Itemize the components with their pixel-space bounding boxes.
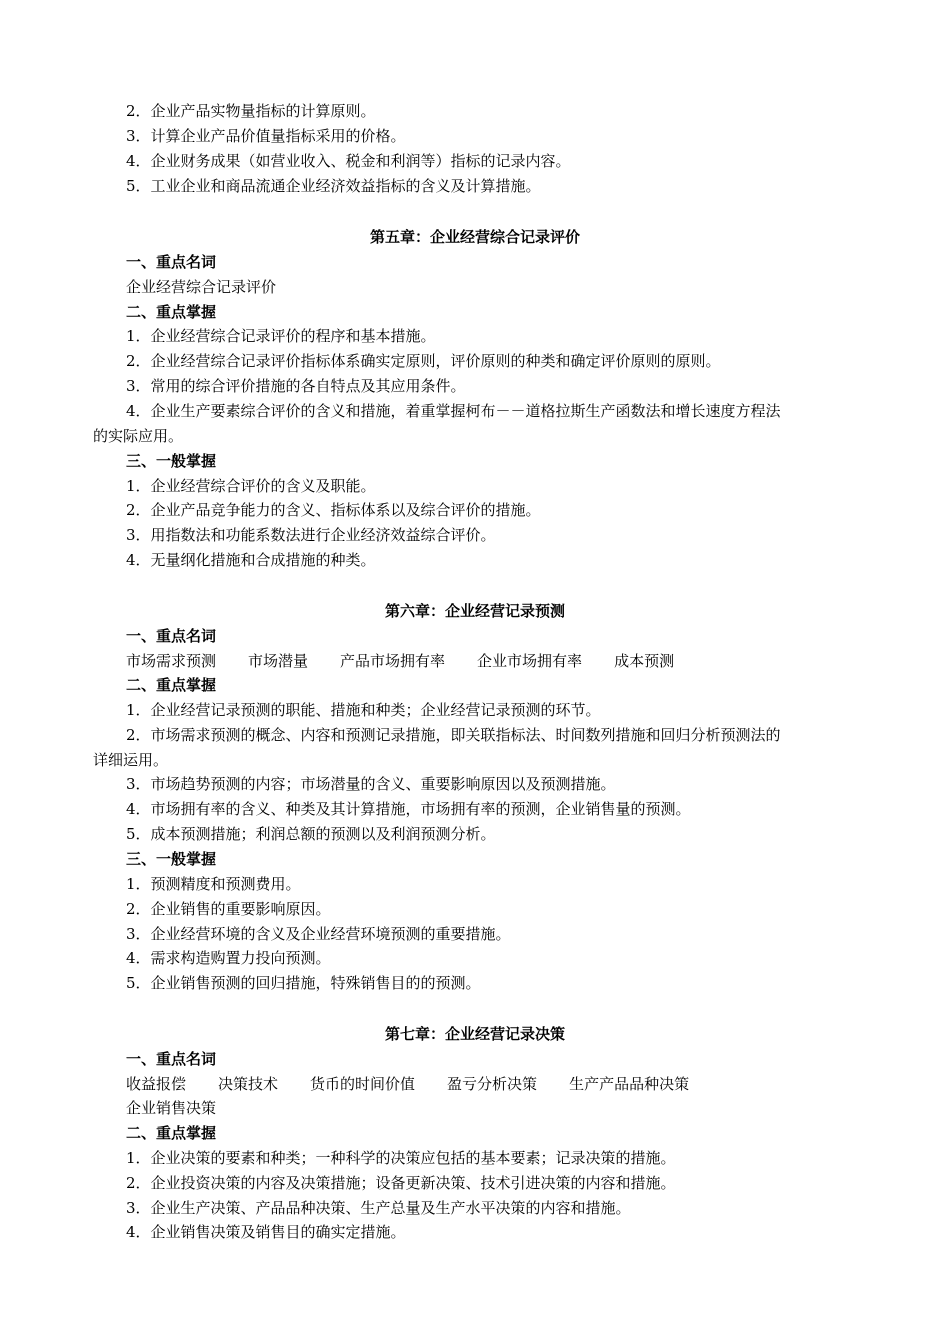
- list-item: 4．企业生产要素综合评价的含义和措施，着重掌握柯布－－道格拉斯生产函数法和增长速度方程法: [126, 402, 781, 420]
- list-item: 1．企业决策的要素和种类；一种科学的决策应包括的基本要素；记录决策的措施。: [126, 1149, 676, 1167]
- term: 收益报偿: [126, 1075, 187, 1093]
- key-terms: [126, 651, 906, 671]
- list-item: 2．企业销售的重要影响原因。: [126, 900, 331, 918]
- term: 决策技术: [218, 1075, 279, 1093]
- list-item: 3．企业生产决策、产品品种决策、生产总量及生产水平决策的内容和措施。: [126, 1199, 631, 1217]
- list-item: 4．市场拥有率的含义、种类及其计算措施，市场拥有率的预测，企业销售量的预测。: [126, 800, 691, 818]
- section-heading: 一、重点名词: [126, 253, 217, 271]
- key-terms: 企业经营综合记录评价: [126, 278, 277, 296]
- list-item: 4．无量纲化措施和合成措施的种类。: [126, 551, 376, 569]
- section-heading: 三、一般掌握: [126, 452, 217, 470]
- list-item: 2．企业经营综合记录评价指标体系确实定原则，评价原则的种类和确定评价原则的原则。: [126, 352, 721, 370]
- term: 生产产品品种决策: [569, 1075, 690, 1093]
- section-heading: 二、重点掌握: [126, 676, 217, 694]
- list-item: 1．企业经营综合记录评价的程序和基本措施。: [126, 327, 436, 345]
- list-item: 2．企业投资决策的内容及决策措施；设备更新决策、技术引进决策的内容和措施。: [126, 1174, 676, 1192]
- list-item: 3．企业经营环境的含义及企业经营环境预测的重要措施。: [126, 925, 511, 943]
- section-heading: 三、一般掌握: [126, 850, 217, 868]
- list-item: 3．用指数法和功能系数法进行企业经济效益综合评价。: [126, 526, 496, 544]
- list-item: 3．市场趋势预测的内容；市场潜量的含义、重要影响原因以及预测措施。: [126, 775, 616, 793]
- list-item: 4．企业销售决策及销售目的确实定措施。: [126, 1223, 406, 1241]
- list-item: 5．企业销售预测的回归措施，特殊销售目的的预测。: [126, 974, 481, 992]
- list-item: 2．市场需求预测的概念、内容和预测记录措施，即关联指标法、时间数列措施和回归分析预测法的: [126, 726, 781, 744]
- list-item: 1．企业经营记录预测的职能、措施和种类；企业经营记录预测的环节。: [126, 701, 601, 719]
- section-heading: 二、重点掌握: [126, 303, 217, 321]
- section-heading: 一、重点名词: [126, 627, 217, 645]
- term: 市场潜量: [248, 652, 309, 670]
- term: 盈亏分析决策: [447, 1075, 538, 1093]
- term: 市场需求预测: [126, 652, 217, 670]
- section-heading: 二、重点掌握: [126, 1124, 217, 1142]
- list-item: 1．企业经营综合评价的含义及职能。: [126, 477, 376, 495]
- list-item: 2．企业产品实物量指标的计算原则。: [126, 102, 376, 120]
- list-item: 1．预测精度和预测费用。: [126, 875, 301, 893]
- section-heading: 一、重点名词: [126, 1050, 217, 1068]
- list-item: 3．计算企业产品价值量指标采用的价格。: [126, 127, 406, 145]
- chapter-6-title: 第六章：企业经营记录预测: [384, 602, 565, 620]
- key-terms: [126, 1074, 906, 1094]
- list-item: 4．企业财务成果（如营业收入、税金和利润等）指标的记录内容。: [126, 152, 571, 170]
- term: 产品市场拥有率: [340, 652, 446, 670]
- list-item: 5．成本预测措施；利润总额的预测以及利润预测分析。: [126, 825, 496, 843]
- chapter-7-title: 第七章：企业经营记录决策: [384, 1025, 565, 1043]
- chapter-5-title: 第五章：企业经营综合记录评价: [369, 228, 580, 246]
- list-item-continued: 详细运用。: [93, 751, 169, 769]
- term: 货币的时间价值: [310, 1075, 416, 1093]
- list-item: 2．企业产品竞争能力的含义、指标体系以及综合评价的措施。: [126, 501, 541, 519]
- list-item-continued: 的实际应用。: [93, 427, 184, 445]
- list-item: 4．需求构造购置力投向预测。: [126, 949, 331, 967]
- list-item: 5．工业企业和商品流通企业经济效益指标的含义及计算措施。: [126, 177, 541, 195]
- key-terms-continued: 企业销售决策: [126, 1099, 217, 1117]
- term: 企业市场拥有率: [477, 652, 583, 670]
- list-item: 3．常用的综合评价措施的各自特点及其应用条件。: [126, 377, 466, 395]
- term: 成本预测: [614, 652, 675, 670]
